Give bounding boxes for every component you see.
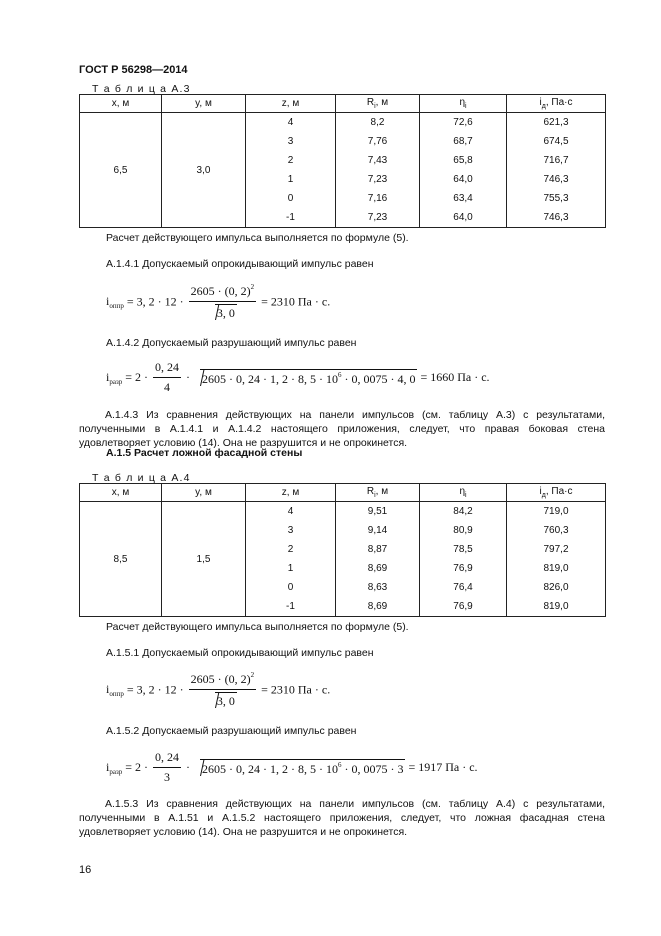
cell-r: 7,76 <box>336 132 420 151</box>
formula-a152: $i_{разр} = 2$ · $\frac{0, 24}{3}$ · 2605 · 0, 24 · 1, 2 · 8, $5 \cdot 10^6 \cdot 0$, 0075 · 3 = 1917 Па · с. <box>106 750 478 784</box>
cell-y: 3,0 <box>162 113 246 228</box>
table-a3 <box>79 94 606 228</box>
col-y: y, м <box>162 484 246 502</box>
col-y: y, м <box>162 95 246 113</box>
cell-z: -1 <box>246 597 336 617</box>
page-number: 16 <box>79 864 92 876</box>
cell-r: 7,43 <box>336 151 420 170</box>
cell-i: 819,0 <box>507 597 606 617</box>
section-a151: А.1.5.1 Допускаемый опрокидывающий импульс равен <box>106 647 374 659</box>
col-r: $R_i$, м <box>336 95 420 113</box>
col-i: $i_д$, Па·с <box>507 95 606 113</box>
cell-z: 3 <box>246 521 336 540</box>
cell-eta: 76,4 <box>420 578 507 597</box>
section-a153: А.1.5.3 Из сравнения действующих на панели импульсов (см. таблицу А.4) с результатами, полученными в А.1.51 и А.1.5.2 настоящего приложения, следует, что ложная фасадная стена удовлетворяет условию (14). Она не разрушится и не опрокинется. <box>79 798 605 838</box>
cell-i: 621,3 <box>507 113 606 133</box>
cell-z: 4 <box>246 113 336 133</box>
cell-z: 4 <box>246 502 336 522</box>
cell-z: 3 <box>246 132 336 151</box>
cell-eta: 84,2 <box>420 502 507 522</box>
cell-r: 7,23 <box>336 170 420 189</box>
cell-i: 746,3 <box>507 208 606 228</box>
calc-note-2: Расчет действующего импульса выполняется по формуле (5). <box>106 621 409 633</box>
cell-eta: 68,7 <box>420 132 507 151</box>
cell-y: 1,5 <box>162 502 246 617</box>
cell-z: 2 <box>246 540 336 559</box>
cell-z: 1 <box>246 170 336 189</box>
col-i: $i_д$, Па·с <box>507 484 606 502</box>
cell-eta: 76,9 <box>420 559 507 578</box>
cell-x: 6,5 <box>80 113 162 228</box>
cell-eta: 78,5 <box>420 540 507 559</box>
cell-r: 8,63 <box>336 578 420 597</box>
col-r: $R_i$, м <box>336 484 420 502</box>
table-header-row <box>80 484 606 502</box>
section-a143: А.1.4.3 Из сравнения действующих на панели импульсов (см. таблицу А.3) с результатами, полученными в А.1.4.1 и А.1.4.2 настоящего приложения, следует, что правая боковая стена удовлетворяет условию (14). Она не разрушится и не опрокинется. <box>79 409 605 449</box>
cell-r: 8,87 <box>336 540 420 559</box>
col-eta: $\eta_i$ <box>420 484 507 502</box>
formula-a141: $i_{оппр} = 3$, 2 · 12 · $\frac{2605 \cdot (0, 2)^2}{3, 0}$ = 2310 Па · с. <box>106 283 331 320</box>
table-a4-caption: Т а б л и ц а А.4 <box>92 472 191 484</box>
cell-eta: 76,9 <box>420 597 507 617</box>
cell-eta: 80,9 <box>420 521 507 540</box>
cell-eta: 72,6 <box>420 113 507 133</box>
table-row <box>80 502 606 522</box>
cell-x: 8,5 <box>80 502 162 617</box>
section-a142: А.1.4.2 Допускаемый разрушающий импульс равен <box>106 337 357 349</box>
cell-eta: 63,4 <box>420 189 507 208</box>
cell-i: 719,0 <box>507 502 606 522</box>
cell-r: 9,51 <box>336 502 420 522</box>
table-header-row <box>80 95 606 113</box>
cell-z: 0 <box>246 578 336 597</box>
section-a141: А.1.4.1 Допускаемый опрокидывающий импульс равен <box>106 258 374 270</box>
cell-r: 7,23 <box>336 208 420 228</box>
table-a3-caption: Т а б л и ц а А.3 <box>92 83 191 95</box>
cell-i: 716,7 <box>507 151 606 170</box>
cell-i: 819,0 <box>507 559 606 578</box>
col-z: z, м <box>246 484 336 502</box>
cell-i: 826,0 <box>507 578 606 597</box>
cell-r: 8,69 <box>336 559 420 578</box>
cell-eta: 64,0 <box>420 208 507 228</box>
cell-z: -1 <box>246 208 336 228</box>
section-a152: А.1.5.2 Допускаемый разрушающий импульс равен <box>106 725 357 737</box>
calc-note-1: Расчет действующего импульса выполняется по формуле (5). <box>106 232 409 244</box>
formula-a142: $i_{разр} = 2$ · $\frac{0, 24}{4}$ · 2605 · 0, 24 · 1, 2 · 8, $5 \cdot 10^6 \cdot 0$, 0075 · 4, 0 = 1660 Па · с. <box>106 360 490 394</box>
cell-i: 755,3 <box>507 189 606 208</box>
cell-z: 1 <box>246 559 336 578</box>
col-x: x, м <box>80 95 162 113</box>
cell-i: 746,3 <box>507 170 606 189</box>
cell-z: 0 <box>246 189 336 208</box>
cell-z: 2 <box>246 151 336 170</box>
cell-eta: 64,0 <box>420 170 507 189</box>
cell-r: 7,16 <box>336 189 420 208</box>
cell-eta: 65,8 <box>420 151 507 170</box>
formula-a151: $i_{оппр} = 3$, 2 · 12 · $\frac{2605 \cdot (0, 2)^2}{3, 0}$ = 2310 Па · с. <box>106 671 331 708</box>
cell-i: 674,5 <box>507 132 606 151</box>
table-row <box>80 113 606 133</box>
cell-r: 8,2 <box>336 113 420 133</box>
cell-r: 8,69 <box>336 597 420 617</box>
cell-i: 760,3 <box>507 521 606 540</box>
col-x: x, м <box>80 484 162 502</box>
document-header: ГОСТ Р 56298—2014 <box>79 64 188 76</box>
col-z: z, м <box>246 95 336 113</box>
cell-r: 9,14 <box>336 521 420 540</box>
section-a15-title: А.1.5 Расчет ложной фасадной стены <box>106 447 303 459</box>
table-a4 <box>79 483 606 617</box>
col-eta: $\eta_i$ <box>420 95 507 113</box>
cell-i: 797,2 <box>507 540 606 559</box>
